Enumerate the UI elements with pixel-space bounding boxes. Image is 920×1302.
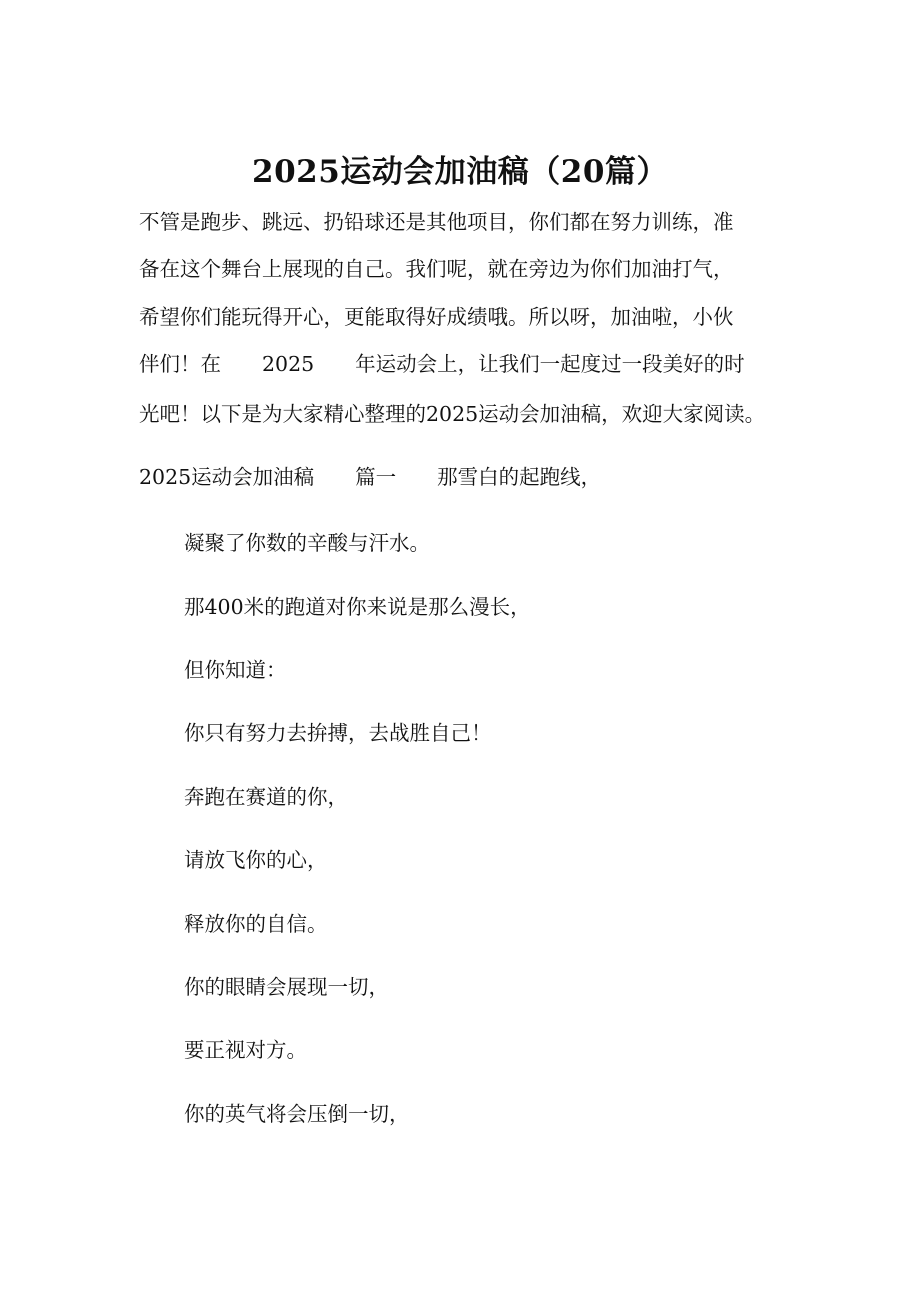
verse-line: 那400米的跑道对你来说是那么漫长， (184, 595, 531, 619)
section-heading: 2025运动会加油稿 篇一 那雪白的起跑线， (139, 465, 602, 489)
verse-line: 你的英气将会压倒一切， (184, 1102, 410, 1126)
verse-line: 你的眼睛会展现一切， (184, 975, 389, 999)
verse-line: 凝聚了你数的辛酸与汗水。 (184, 531, 430, 555)
verse-line: 奔跑在赛道的你， (184, 785, 348, 809)
document-title: 2025运动会加油稿（20篇） (252, 154, 668, 190)
intro-line: 备在这个舞台上展现的自己。我们呢，就在旁边为你们加油打气， (139, 257, 734, 281)
verse-line: 释放你的自信。 (184, 912, 328, 936)
intro-line: 伴们！在 2025 年运动会上，让我们一起度过一段美好的时 (139, 352, 745, 376)
intro-line: 不管是跑步、跳远、扔铅球还是其他项目，你们都在努力训练，准 (139, 210, 734, 234)
intro-line: 希望你们能玩得开心，更能取得好成绩哦。所以呀，加油啦，小伙 (139, 305, 734, 329)
verse-line: 请放飞你的心， (184, 848, 328, 872)
verse-line: 要正视对方。 (184, 1038, 307, 1062)
verse-line: 你只有努力去拚搏，去战胜自己！ (184, 721, 492, 745)
intro-line: 光吧！以下是为大家精心整理的2025运动会加油稿，欢迎大家阅读。 (139, 402, 766, 426)
verse-line: 但你知道： (184, 658, 287, 682)
